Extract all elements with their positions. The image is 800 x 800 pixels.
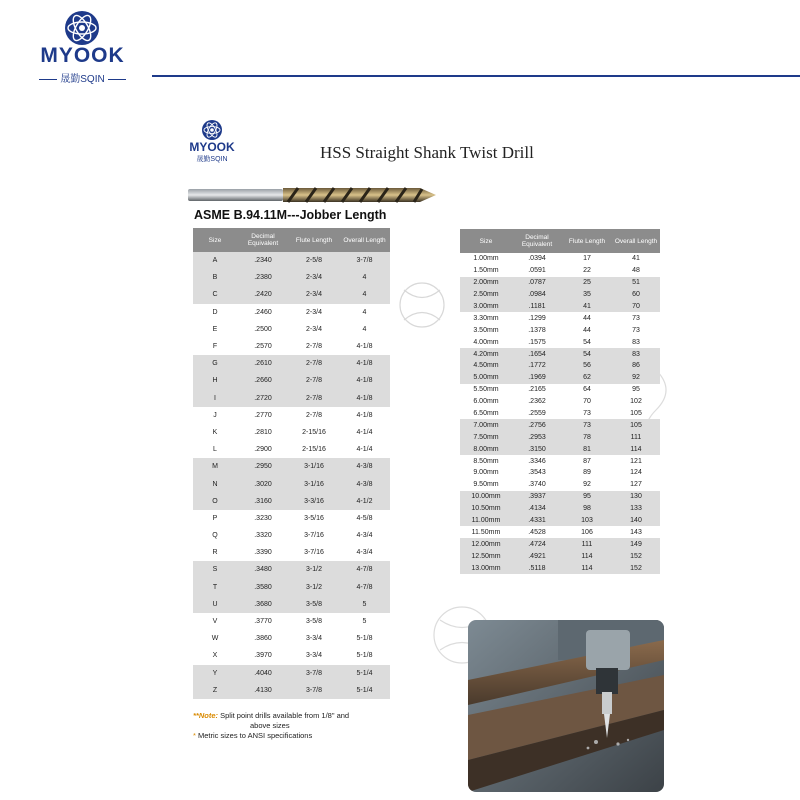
table-cell: 64 bbox=[583, 386, 591, 394]
table-cell: 3.00mm bbox=[460, 301, 512, 313]
table-cell: 44 bbox=[583, 314, 591, 322]
table-cell: 70 bbox=[583, 398, 591, 406]
table-cell: 2-7/8 bbox=[289, 372, 339, 389]
table-cell: 105 bbox=[612, 419, 660, 431]
table-cell: 54 bbox=[562, 348, 612, 360]
table-cell: 114 bbox=[612, 443, 660, 455]
table-cell: 3-3/4 bbox=[306, 635, 322, 643]
table-cell: 5.00mm bbox=[460, 372, 512, 384]
header-subbrand: 晟勤SQIN bbox=[30, 70, 135, 85]
table-cell: .3580 bbox=[237, 579, 289, 596]
column-header: Flute Length bbox=[289, 228, 339, 252]
table-cell: 4-7/8 bbox=[339, 579, 390, 596]
table-row bbox=[460, 408, 660, 420]
table-cell: .2610 bbox=[237, 355, 289, 372]
table-cell: 3.50mm bbox=[473, 326, 499, 334]
table-cell: .2340 bbox=[237, 252, 289, 269]
column-header: Decimal Equivalent bbox=[512, 229, 562, 253]
table-cell: J bbox=[213, 411, 217, 419]
table-cell: 3-7/8 bbox=[289, 665, 339, 682]
table-cell: K bbox=[212, 428, 218, 436]
table-cell: 114 bbox=[562, 550, 612, 562]
table-cell: 4-3/4 bbox=[356, 532, 373, 540]
table-cell: 56 bbox=[562, 360, 612, 372]
note-line-2 bbox=[193, 731, 312, 740]
table-cell: 11.50mm bbox=[471, 528, 501, 536]
table-cell: 152 bbox=[612, 562, 660, 574]
table-row bbox=[460, 526, 660, 538]
table-cell: W bbox=[211, 635, 219, 643]
inch-size-table bbox=[193, 228, 390, 699]
table-cell: .3740 bbox=[528, 481, 546, 489]
table-cell: .2460 bbox=[254, 308, 272, 316]
table-cell: .2756 bbox=[512, 419, 562, 431]
table-row bbox=[193, 665, 390, 682]
table-row bbox=[460, 336, 660, 348]
table-cell: 98 bbox=[562, 503, 612, 515]
table-row bbox=[193, 493, 390, 510]
table-cell: M bbox=[193, 458, 237, 475]
table-cell: C bbox=[193, 286, 237, 303]
table-cell: 6.50mm bbox=[473, 410, 499, 418]
table-cell: 7.00mm bbox=[460, 419, 512, 431]
table-cell: 4-1/8 bbox=[339, 355, 390, 372]
table-cell: 4-1/8 bbox=[356, 343, 373, 351]
table-cell: 5-1/4 bbox=[339, 665, 390, 682]
table-cell: D bbox=[212, 308, 218, 316]
table-cell: 2-3/4 bbox=[289, 286, 339, 303]
table-cell: 3-7/8 bbox=[339, 252, 390, 269]
doc-title: HSS Straight Shank Twist Drill bbox=[320, 143, 534, 162]
header-divider bbox=[152, 75, 800, 77]
table-cell: 4-1/4 bbox=[356, 428, 373, 436]
table-row bbox=[193, 596, 390, 613]
table-cell: 83 bbox=[612, 348, 660, 360]
table-row bbox=[460, 538, 660, 550]
table-cell: 4.00mm bbox=[473, 338, 499, 346]
table-cell: 3-7/8 bbox=[289, 682, 339, 699]
table-cell: 3-7/16 bbox=[304, 549, 324, 557]
table-cell: .1654 bbox=[512, 348, 562, 360]
table-cell: 4-3/4 bbox=[356, 549, 373, 557]
table-cell: 140 bbox=[612, 515, 660, 527]
table-cell: 127 bbox=[630, 481, 642, 489]
table-cell: 92 bbox=[612, 372, 660, 384]
table-cell: 152 bbox=[612, 550, 660, 562]
drilling-photo bbox=[468, 620, 664, 792]
table-cell: .3160 bbox=[237, 493, 289, 510]
table-row bbox=[193, 269, 390, 286]
table-cell: .2380 bbox=[237, 269, 289, 286]
drill-bit-icon bbox=[188, 184, 438, 206]
table-cell: 4 bbox=[362, 325, 367, 333]
table-cell: 4-7/8 bbox=[339, 561, 390, 578]
table-row bbox=[193, 252, 390, 269]
table-cell: 4-5/8 bbox=[356, 514, 373, 522]
table-cell: 44 bbox=[583, 326, 591, 334]
table-cell: 3-7/16 bbox=[304, 532, 324, 540]
table-cell: 2-3/4 bbox=[306, 325, 322, 333]
table-row bbox=[460, 384, 660, 396]
table-row bbox=[460, 396, 660, 408]
table-cell: .3020 bbox=[237, 475, 289, 492]
table-row bbox=[460, 301, 660, 313]
table-header-row bbox=[460, 229, 660, 253]
note-line-1 bbox=[193, 711, 349, 720]
table-cell: 9.50mm bbox=[473, 481, 499, 489]
table-cell: .3770 bbox=[254, 618, 272, 626]
table-row bbox=[460, 479, 660, 491]
table-cell: .3390 bbox=[254, 549, 272, 557]
table-row bbox=[460, 443, 660, 455]
table-cell: .4528 bbox=[528, 528, 546, 536]
table-cell: 73 bbox=[632, 314, 640, 322]
note-text: Split point drills available from 1/8" and bbox=[220, 711, 350, 720]
table-cell: 3-3/16 bbox=[289, 493, 339, 510]
table-cell: 73 bbox=[583, 410, 591, 418]
table-cell: F bbox=[212, 343, 218, 351]
table-cell: 4-3/8 bbox=[339, 475, 390, 492]
table-cell: .3937 bbox=[512, 491, 562, 503]
table-cell: .2420 bbox=[237, 286, 289, 303]
table-row bbox=[193, 510, 390, 527]
table-row bbox=[193, 544, 390, 561]
table-row bbox=[193, 390, 390, 407]
table-cell: .4724 bbox=[512, 538, 562, 550]
table-cell: .2770 bbox=[254, 411, 272, 419]
table-row bbox=[460, 372, 660, 384]
table-cell: 70 bbox=[612, 301, 660, 313]
table-cell: 11.00mm bbox=[460, 515, 512, 527]
table-cell: 3-5/8 bbox=[289, 596, 339, 613]
table-cell: V bbox=[212, 618, 218, 626]
table-cell: S bbox=[193, 561, 237, 578]
table-cell: 103 bbox=[562, 515, 612, 527]
table-cell: .3480 bbox=[237, 561, 289, 578]
table-row bbox=[193, 355, 390, 372]
table-cell: 35 bbox=[562, 289, 612, 301]
table-cell: 41 bbox=[562, 301, 612, 313]
table-row bbox=[460, 419, 660, 431]
table-row bbox=[193, 286, 390, 303]
table-cell: 2.50mm bbox=[460, 289, 512, 301]
table-cell: 2-3/4 bbox=[306, 308, 322, 316]
table-row bbox=[193, 527, 390, 544]
table-cell: 111 bbox=[612, 431, 660, 443]
table-cell: 4-1/4 bbox=[356, 446, 373, 454]
table-cell: .5118 bbox=[512, 562, 562, 574]
table-cell: 2-15/16 bbox=[302, 428, 326, 436]
table-cell: .3680 bbox=[237, 596, 289, 613]
table-cell: 17 bbox=[583, 255, 591, 263]
table-cell: 149 bbox=[612, 538, 660, 550]
table-cell: .2660 bbox=[237, 372, 289, 389]
column-header: Overall Length bbox=[339, 228, 390, 252]
table-cell: A bbox=[193, 252, 237, 269]
column-header: Size bbox=[460, 229, 512, 253]
table-cell: 54 bbox=[583, 338, 591, 346]
table-cell: 48 bbox=[632, 267, 640, 275]
doc-logo-icon bbox=[198, 118, 226, 142]
table-cell: O bbox=[193, 493, 237, 510]
table-cell: 73 bbox=[562, 419, 612, 431]
table-cell: .1378 bbox=[528, 326, 546, 334]
table-cell: T bbox=[193, 579, 237, 596]
table-cell: .0984 bbox=[512, 289, 562, 301]
table-row bbox=[193, 458, 390, 475]
note-text-2: Metric sizes to ANSI specifications bbox=[198, 731, 313, 740]
table-row bbox=[193, 475, 390, 492]
table-cell: 106 bbox=[581, 528, 593, 536]
table-cell: .2165 bbox=[528, 386, 546, 394]
table-cell: .4331 bbox=[512, 515, 562, 527]
table-cell: 7.50mm bbox=[460, 431, 512, 443]
table-cell: .2900 bbox=[254, 446, 272, 454]
table-cell: .3320 bbox=[254, 532, 272, 540]
note-star: * bbox=[193, 731, 196, 740]
table-cell: 4-1/8 bbox=[339, 372, 390, 389]
table-cell: 3-1/16 bbox=[289, 458, 339, 475]
table-cell: 9.00mm bbox=[473, 469, 499, 477]
table-cell: 133 bbox=[612, 503, 660, 515]
table-cell: 2-15/16 bbox=[302, 446, 326, 454]
table-cell: .2500 bbox=[254, 325, 272, 333]
table-cell: .0591 bbox=[528, 267, 546, 275]
doc-subbrand: 晟勤SQIN bbox=[196, 156, 228, 163]
table-cell: 87 bbox=[583, 457, 591, 465]
table-cell: 95 bbox=[632, 386, 640, 394]
table-cell: 143 bbox=[630, 528, 642, 536]
table-cell: 3-1/2 bbox=[289, 561, 339, 578]
table-cell: 5-1/4 bbox=[339, 682, 390, 699]
table-cell: 13.00mm bbox=[460, 562, 512, 574]
table-cell: .3346 bbox=[528, 457, 546, 465]
table-row bbox=[460, 467, 660, 479]
table-cell: 78 bbox=[562, 431, 612, 443]
table-cell: 6.00mm bbox=[473, 398, 499, 406]
table-cell: 3-1/16 bbox=[289, 475, 339, 492]
table-cell: .0787 bbox=[512, 277, 562, 289]
header-brand: MYOOK bbox=[40, 44, 125, 67]
table-cell: 4.50mm bbox=[460, 360, 512, 372]
table-cell: 4.20mm bbox=[460, 348, 512, 360]
table-cell: 95 bbox=[562, 491, 612, 503]
table-row bbox=[460, 562, 660, 574]
table-cell: L bbox=[213, 446, 217, 454]
table-row bbox=[460, 491, 660, 503]
table-row bbox=[193, 561, 390, 578]
table-cell: 12.00mm bbox=[460, 538, 512, 550]
table-row bbox=[460, 431, 660, 443]
table-row bbox=[460, 503, 660, 515]
table-cell: .1575 bbox=[528, 338, 546, 346]
table-cell: 81 bbox=[562, 443, 612, 455]
table-cell: .1181 bbox=[512, 301, 562, 313]
table-cell: 3-5/8 bbox=[306, 618, 322, 626]
table-cell: 2-7/8 bbox=[306, 343, 322, 351]
table-cell: 8.00mm bbox=[460, 443, 512, 455]
table-cell: Z bbox=[193, 682, 237, 699]
table-row bbox=[460, 312, 660, 324]
table-row bbox=[193, 630, 390, 647]
table-cell: 4-1/8 bbox=[339, 390, 390, 407]
table-cell: .0394 bbox=[528, 255, 546, 263]
table-cell: 86 bbox=[612, 360, 660, 372]
watermark-drill-icon bbox=[392, 270, 452, 340]
table-cell: .2720 bbox=[237, 390, 289, 407]
table-cell: I bbox=[193, 390, 237, 407]
metric-size-table bbox=[460, 229, 660, 574]
table-row bbox=[193, 338, 390, 355]
table-cell: .4040 bbox=[237, 665, 289, 682]
table-cell: 114 bbox=[562, 562, 612, 574]
note-label: **Note: bbox=[193, 711, 219, 720]
table-cell: 22 bbox=[583, 267, 591, 275]
table-row bbox=[193, 579, 390, 596]
table-cell: 60 bbox=[612, 289, 660, 301]
table-cell: 89 bbox=[583, 469, 591, 477]
table-cell: 4-3/8 bbox=[339, 458, 390, 475]
table-cell: 51 bbox=[612, 277, 660, 289]
note-line-1b: above sizes bbox=[250, 721, 290, 730]
column-header: Decimal Equivalent bbox=[237, 228, 289, 252]
table-cell: 105 bbox=[630, 410, 642, 418]
table-cell: .2810 bbox=[254, 428, 272, 436]
table-row bbox=[193, 407, 390, 424]
table-cell: 4-1/2 bbox=[339, 493, 390, 510]
column-header: Overall Length bbox=[612, 229, 660, 253]
table-cell: 41 bbox=[632, 255, 640, 263]
doc-brand: MYOOK bbox=[189, 140, 235, 154]
table-cell: 12.50mm bbox=[460, 550, 512, 562]
table-cell: U bbox=[193, 596, 237, 613]
table-cell: .3860 bbox=[254, 635, 272, 643]
table-cell: 2-7/8 bbox=[289, 355, 339, 372]
table-cell: 2.00mm bbox=[460, 277, 512, 289]
table-cell: 3-1/2 bbox=[289, 579, 339, 596]
table-cell: 4 bbox=[339, 286, 390, 303]
table-cell: .3543 bbox=[528, 469, 546, 477]
table-cell: 92 bbox=[583, 481, 591, 489]
table-cell: 5 bbox=[362, 618, 367, 626]
table-cell: .3970 bbox=[254, 652, 272, 660]
table-cell: 121 bbox=[630, 457, 642, 465]
table-row bbox=[193, 682, 390, 699]
table-cell: 83 bbox=[632, 338, 640, 346]
table-row bbox=[193, 647, 390, 664]
table-row bbox=[460, 324, 660, 336]
table-row bbox=[193, 613, 390, 630]
table-cell: Y bbox=[193, 665, 237, 682]
table-cell: N bbox=[193, 475, 237, 492]
table-cell: 62 bbox=[562, 372, 612, 384]
table-cell: 5-1/8 bbox=[356, 635, 373, 643]
table-row bbox=[460, 455, 660, 467]
table-cell: .2950 bbox=[237, 458, 289, 475]
column-header: Size bbox=[193, 228, 237, 252]
table-cell: .1299 bbox=[528, 314, 546, 322]
table-cell: 8.50mm bbox=[473, 457, 499, 465]
table-header-row bbox=[193, 228, 390, 252]
table-cell: 2-3/4 bbox=[289, 269, 339, 286]
table-cell: 2-7/8 bbox=[306, 411, 322, 419]
table-cell: 1.50mm bbox=[473, 267, 499, 275]
table-cell: .3230 bbox=[254, 514, 272, 522]
table-row bbox=[460, 360, 660, 372]
table-cell: G bbox=[193, 355, 237, 372]
table-cell: .2559 bbox=[528, 410, 546, 418]
table-row bbox=[460, 277, 660, 289]
table-cell: .4921 bbox=[512, 550, 562, 562]
table-row bbox=[460, 265, 660, 277]
table-cell: 1.00mm bbox=[473, 255, 499, 263]
table-cell: E bbox=[212, 325, 218, 333]
table-cell: .1772 bbox=[512, 360, 562, 372]
table-cell: X bbox=[212, 652, 218, 660]
table-cell: 73 bbox=[632, 326, 640, 334]
table-cell: 111 bbox=[562, 538, 612, 550]
table-cell: 2-5/8 bbox=[289, 252, 339, 269]
table-cell: 4 bbox=[362, 308, 367, 316]
table-cell: H bbox=[193, 372, 237, 389]
table-cell: R bbox=[212, 549, 218, 557]
table-cell: 4 bbox=[339, 269, 390, 286]
table-cell: B bbox=[193, 269, 237, 286]
table-cell: .1969 bbox=[512, 372, 562, 384]
table-cell: P bbox=[212, 514, 218, 522]
table-cell: Q bbox=[212, 532, 218, 540]
table-cell: 2-7/8 bbox=[289, 390, 339, 407]
table-cell: 10.50mm bbox=[460, 503, 512, 515]
table-row bbox=[460, 253, 660, 265]
table-row bbox=[193, 321, 390, 338]
spec-heading: ASME B.94.11M---Jobber Length bbox=[194, 208, 387, 222]
table-cell: .3150 bbox=[512, 443, 562, 455]
table-cell: 4-1/8 bbox=[356, 411, 373, 419]
table-cell: 3-3/4 bbox=[306, 652, 322, 660]
table-row bbox=[460, 348, 660, 360]
table-cell: .2953 bbox=[512, 431, 562, 443]
table-row bbox=[460, 550, 660, 562]
table-cell: 25 bbox=[562, 277, 612, 289]
table-cell: 5 bbox=[339, 596, 390, 613]
table-row bbox=[193, 441, 390, 458]
table-row bbox=[193, 304, 390, 321]
table-row bbox=[193, 424, 390, 441]
table-cell: .4130 bbox=[237, 682, 289, 699]
table-cell: 124 bbox=[630, 469, 642, 477]
table-cell: .4134 bbox=[512, 503, 562, 515]
table-row bbox=[193, 372, 390, 389]
column-header: Flute Length bbox=[562, 229, 612, 253]
table-cell: 10.00mm bbox=[460, 491, 512, 503]
table-row bbox=[460, 515, 660, 527]
table-cell: 102 bbox=[630, 398, 642, 406]
table-cell: 5.50mm bbox=[473, 386, 499, 394]
table-cell: 5-1/8 bbox=[356, 652, 373, 660]
table-row bbox=[460, 289, 660, 301]
table-cell: 3-5/16 bbox=[304, 514, 324, 522]
table-cell: 130 bbox=[612, 491, 660, 503]
table-cell: 3.30mm bbox=[473, 314, 499, 322]
table-cell: .2362 bbox=[528, 398, 546, 406]
table-cell: .2570 bbox=[254, 343, 272, 351]
